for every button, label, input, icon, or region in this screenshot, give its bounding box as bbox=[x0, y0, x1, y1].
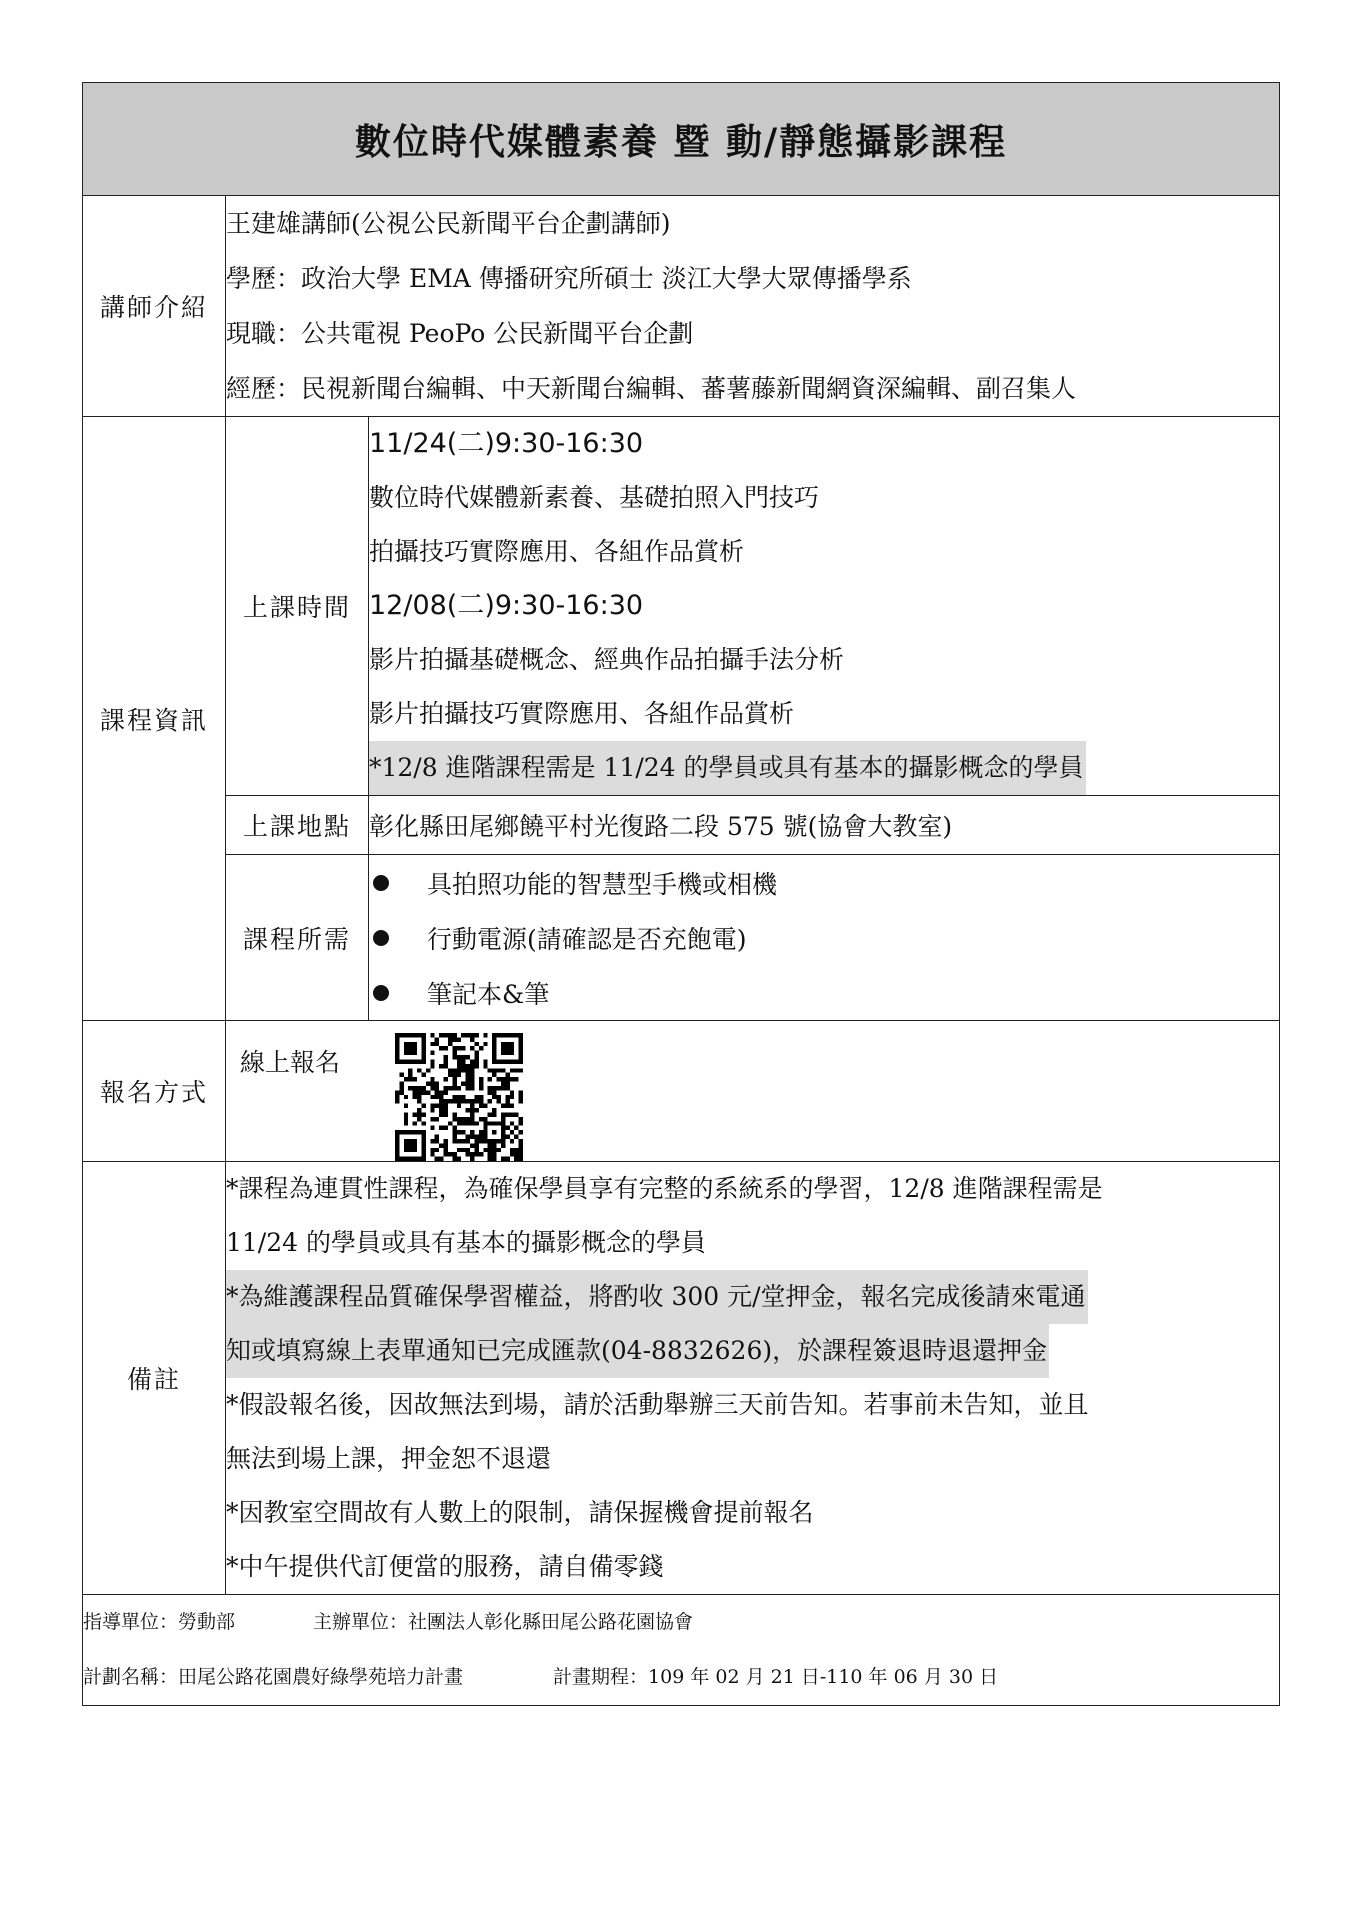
deposit-note: 知或填寫線上表單通知已完成匯款(04-8832626)，於課程簽退時退還押金 bbox=[226, 1324, 1049, 1378]
list-item: 筆記本&筆 bbox=[369, 965, 1279, 1020]
list-item: 具拍照功能的智慧型手機或相機 bbox=[369, 855, 1279, 910]
deposit-note: *為維護課程品質確保學習權益，將酌收 300 元/堂押金，報名完成後請來電通 bbox=[226, 1270, 1088, 1324]
course-location-label: 上課地點 bbox=[226, 796, 369, 855]
organizer-unit: 主辦單位：社團法人彰化縣田尾公路花園協會 bbox=[313, 1611, 694, 1633]
session-topic: 拍攝技巧實際應用、各組作品賞析 bbox=[369, 537, 745, 566]
registration-content bbox=[226, 1021, 1280, 1162]
instructor-label: 講師介紹 bbox=[83, 196, 226, 417]
course-info-table bbox=[82, 82, 1280, 1706]
notes-label: 備註 bbox=[83, 1162, 226, 1595]
instructor-line: 學歷：政治大學 EMA 傳播研究所碩士 淡江大學大眾傳播學系 bbox=[226, 264, 912, 293]
instructor-content bbox=[226, 196, 1280, 417]
session-date: 12/08(二)9:30-16:30 bbox=[369, 590, 644, 621]
online-registration-label: 線上報名 bbox=[240, 1048, 341, 1077]
session-topic: 影片拍攝技巧實際應用、各組作品賞析 bbox=[369, 699, 795, 728]
bullet-icon bbox=[373, 985, 389, 1001]
guiding-unit: 指導單位：勞動部 bbox=[83, 1611, 236, 1633]
plan-period: 計畫期程：109 年 02 月 21 日-110 年 06 月 30 日 bbox=[553, 1666, 999, 1688]
session-topic: 影片拍攝基礎概念、經典作品拍攝手法分析 bbox=[369, 645, 845, 674]
note-line: *中午提供代訂便當的服務，請自備零錢 bbox=[226, 1552, 664, 1581]
note-line: 無法到場上課，押金恕不退還 bbox=[226, 1444, 552, 1473]
qr-code-icon[interactable] bbox=[395, 1033, 523, 1161]
course-info-label: 課程資訊 bbox=[83, 417, 226, 1021]
course-time-label: 上課時間 bbox=[226, 417, 369, 796]
page-title: 數位時代媒體素養 暨 動/靜態攝影課程 bbox=[83, 83, 1280, 196]
instructor-line: 現職：公共電視 PeoPo 公民新聞平台企劃 bbox=[226, 319, 694, 348]
course-flyer bbox=[82, 82, 1280, 1706]
list-item: 行動電源(請確認是否充飽電) bbox=[369, 910, 1279, 965]
course-time-content bbox=[369, 417, 1280, 796]
bullet-icon bbox=[373, 875, 389, 891]
bullet-icon bbox=[373, 930, 389, 946]
plan-name: 計劃名稱：田尾公路花園農好綠學苑培力計畫 bbox=[83, 1666, 464, 1688]
registration-label: 報名方式 bbox=[83, 1021, 226, 1162]
note-line: *因教室空間故有人數上的限制，請保握機會提前報名 bbox=[226, 1498, 814, 1527]
notes-content bbox=[226, 1162, 1280, 1595]
session-date: 11/24(二)9:30-16:30 bbox=[369, 428, 644, 459]
advanced-course-note: *12/8 進階課程需是 11/24 的學員或具有基本的攝影概念的學員 bbox=[369, 741, 1086, 795]
course-location-value: 彰化縣田尾鄉饒平村光復路二段 575 號(協會大教室) bbox=[369, 796, 1280, 855]
note-line: 11/24 的學員或具有基本的攝影概念的學員 bbox=[226, 1228, 706, 1257]
course-needs-label: 課程所需 bbox=[226, 855, 369, 1021]
session-topic: 數位時代媒體新素養、基礎拍照入門技巧 bbox=[369, 483, 820, 512]
course-needs-list bbox=[369, 855, 1280, 1021]
instructor-line: 經歷：民視新聞台編輯、中天新聞台編輯、蕃薯藤新聞網資深編輯、副召集人 bbox=[226, 374, 1077, 403]
note-line: *課程為連貫性課程，為確保學員享有完整的系統系的學習，12/8 進階課程需是 bbox=[226, 1174, 1103, 1203]
instructor-line: 王建雄講師(公視公民新聞平台企劃講師) bbox=[226, 209, 671, 238]
footer bbox=[83, 1595, 1280, 1706]
note-line: *假設報名後，因故無法到場，請於活動舉辦三天前告知。若事前未告知，並且 bbox=[226, 1390, 1089, 1419]
